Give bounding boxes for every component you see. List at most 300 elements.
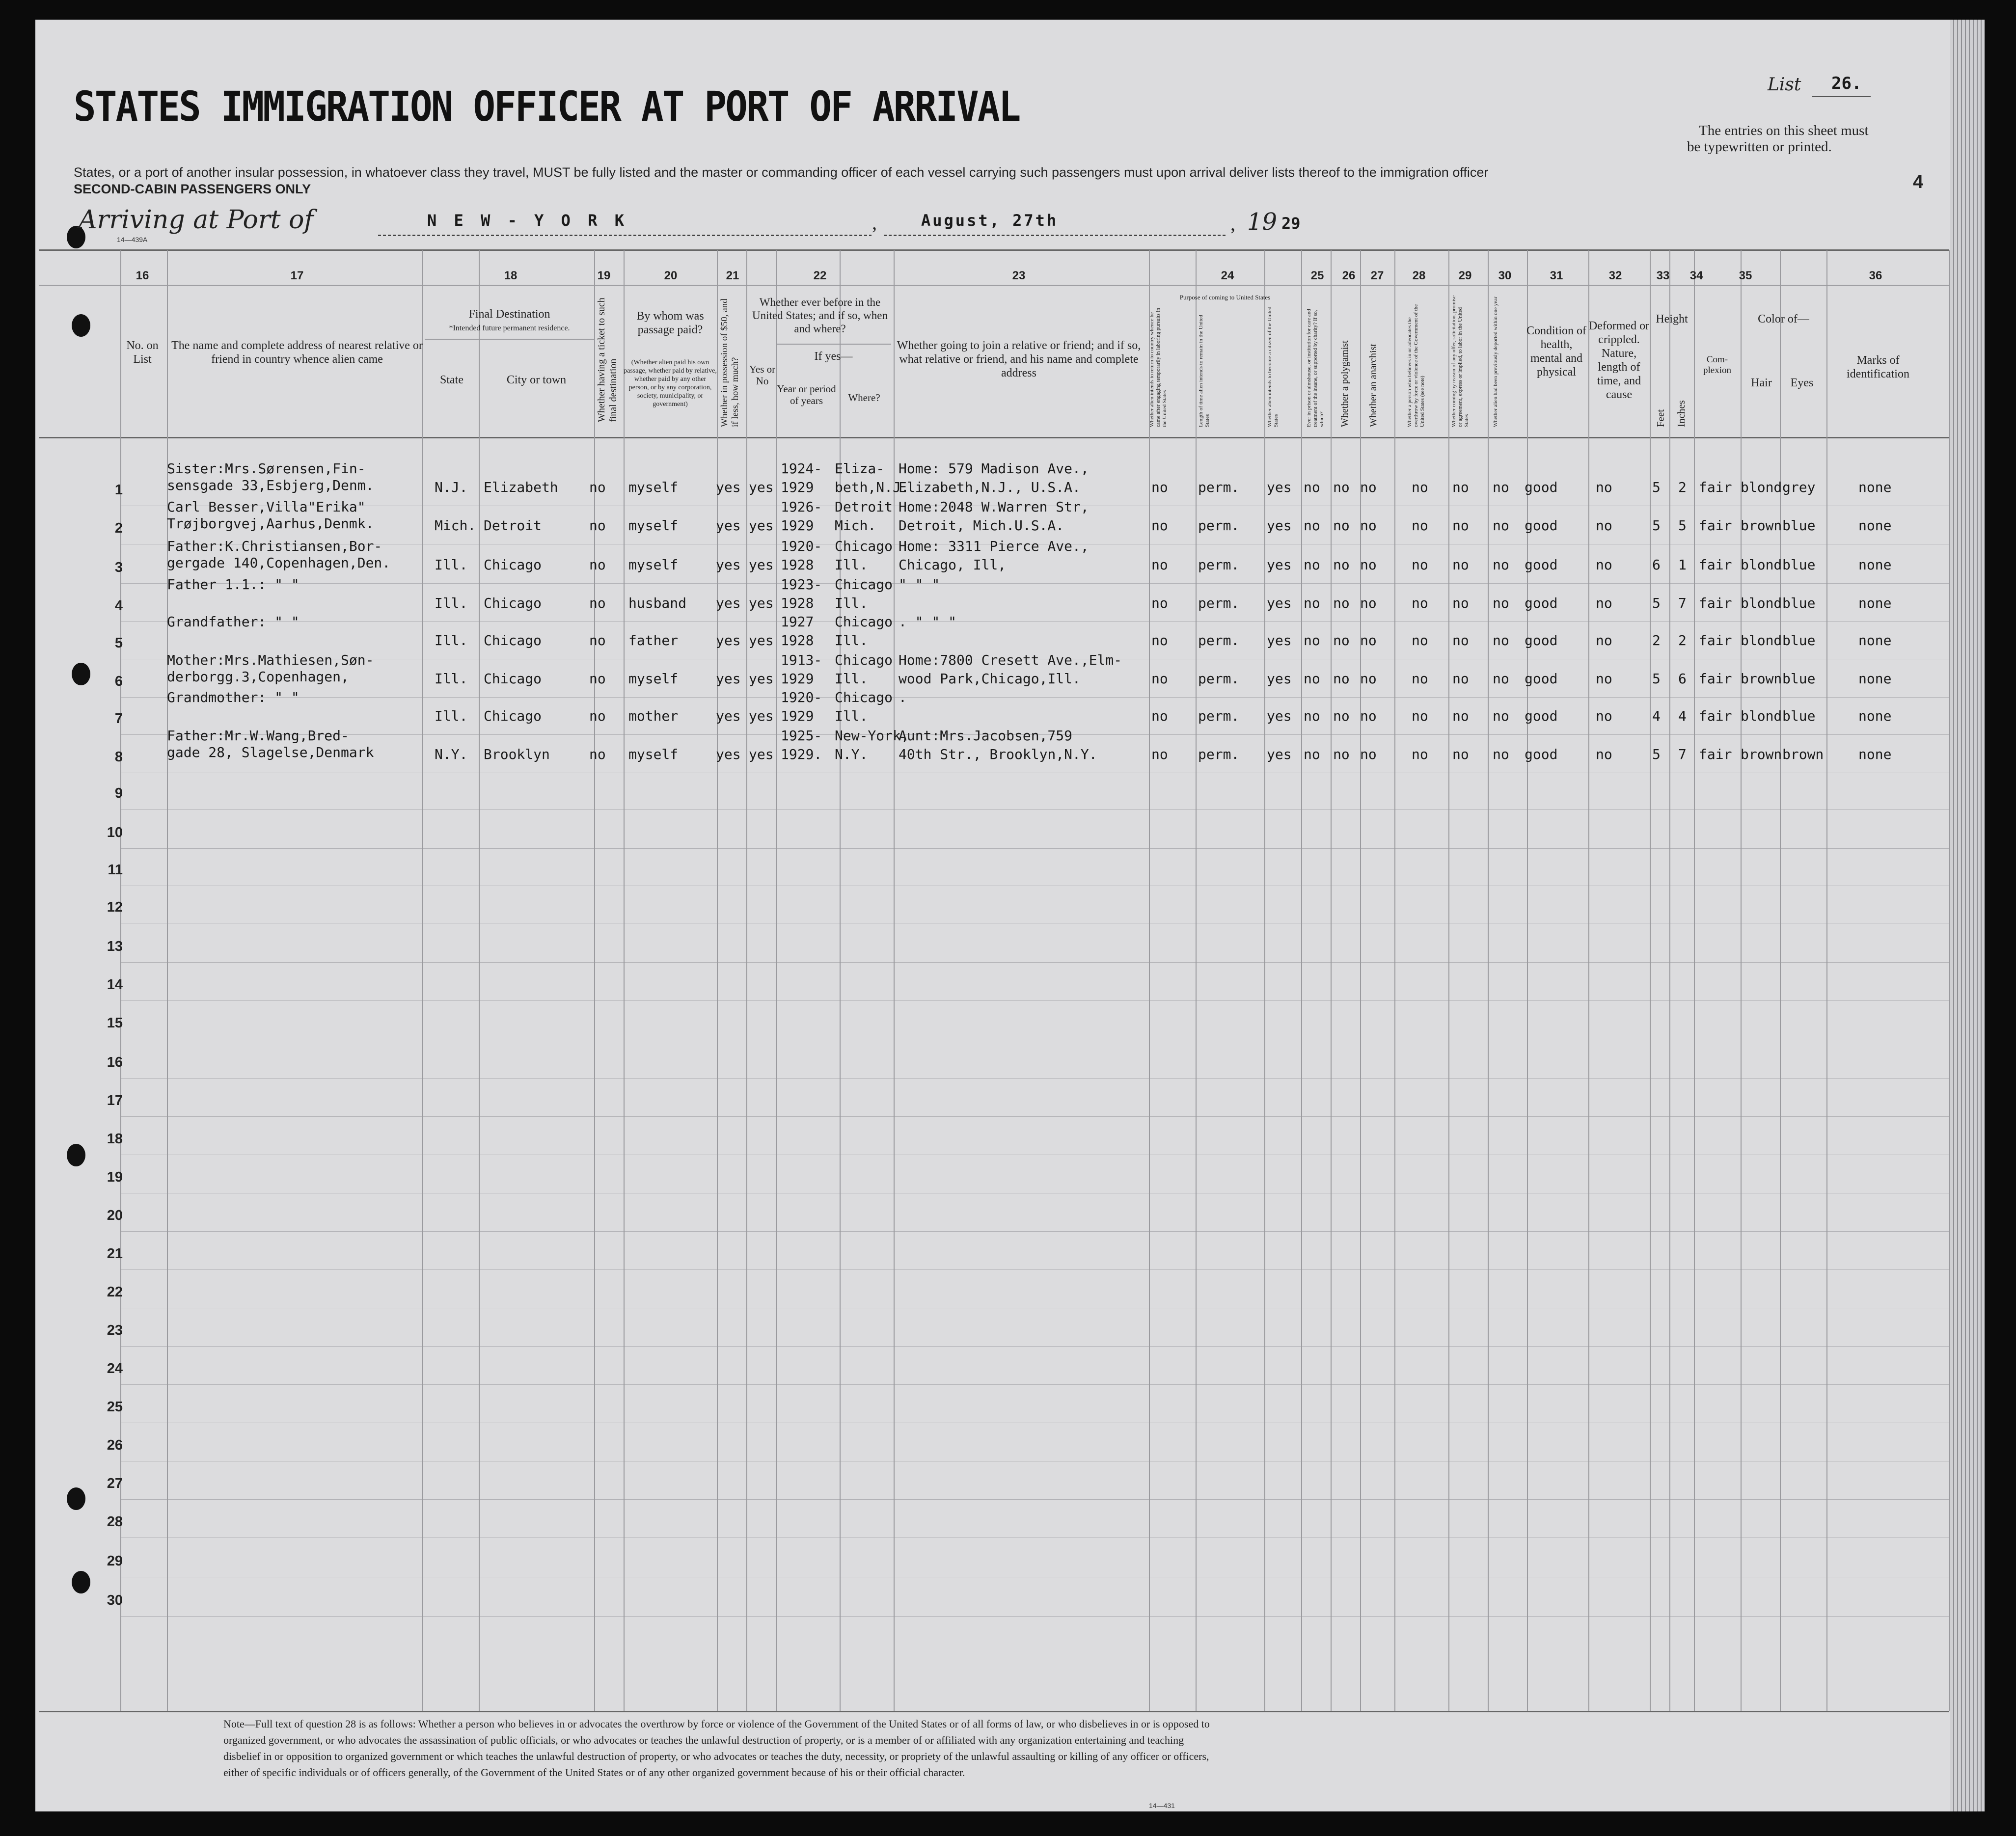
anarchist: no bbox=[1360, 517, 1377, 534]
deformed: no bbox=[1596, 632, 1612, 648]
q28: no bbox=[1412, 671, 1428, 687]
entries-note-1: The entries on this sheet must bbox=[1699, 123, 1869, 138]
row-number: 22 bbox=[107, 1284, 123, 1300]
before-year-end: 1928 bbox=[781, 595, 814, 611]
eye-color: blue bbox=[1782, 517, 1816, 534]
health: good bbox=[1525, 517, 1558, 534]
row-number: 18 bbox=[107, 1131, 123, 1147]
colnum-34: 34 bbox=[1689, 269, 1703, 282]
health: good bbox=[1525, 708, 1558, 724]
before-where-2: Ill. bbox=[835, 671, 868, 687]
passage-paid-by: myself bbox=[628, 746, 679, 762]
anarchist: no bbox=[1360, 746, 1377, 762]
footnote-form-number: 14—431 bbox=[1149, 1802, 1175, 1809]
height-feet: 5 bbox=[1652, 479, 1661, 495]
row-number: 15 bbox=[107, 1015, 123, 1031]
intends-return: no bbox=[1151, 671, 1168, 687]
row-number: 23 bbox=[107, 1323, 123, 1338]
before-yes-no: yes bbox=[749, 632, 774, 648]
destination-state: Ill. bbox=[435, 708, 468, 724]
before-year-end: 1929 bbox=[781, 671, 814, 687]
q29: no bbox=[1452, 671, 1469, 687]
header-purpose-citizen: Whether alien intends to become a citizen of the United States bbox=[1267, 306, 1279, 427]
polygamist: no bbox=[1333, 708, 1350, 724]
hair-color: blond bbox=[1741, 708, 1782, 724]
header-before-in-us: Whether ever before in the United States; and if so, when and where? bbox=[752, 296, 888, 335]
height-feet: 5 bbox=[1652, 595, 1661, 611]
ticket: no bbox=[589, 595, 606, 611]
colnum-26: 26 bbox=[1342, 269, 1356, 282]
colnum-25: 25 bbox=[1310, 269, 1324, 282]
ticket: no bbox=[589, 746, 606, 762]
year-prefix: 19 bbox=[1247, 208, 1278, 236]
hair-color: blond bbox=[1741, 557, 1782, 573]
row-number: 9 bbox=[114, 785, 123, 801]
before-where: Chicago bbox=[835, 689, 893, 705]
before-where: Chicago bbox=[835, 576, 893, 593]
destination-state: N.Y. bbox=[435, 746, 468, 762]
anarchist: no bbox=[1360, 557, 1377, 573]
intends-return: no bbox=[1151, 632, 1168, 648]
binder-hole bbox=[72, 314, 90, 337]
relative-line-1: Father 1.1.: " " bbox=[167, 576, 300, 593]
relative-line-2: derborgg.3,Copenhagen, bbox=[167, 669, 349, 685]
before-yes-no: yes bbox=[749, 557, 774, 573]
relative-line-1: Sister:Mrs.Sørensen,Fin- bbox=[167, 460, 366, 477]
row-number: 6 bbox=[114, 674, 123, 689]
header-feet: Feet bbox=[1655, 409, 1666, 427]
complexion: fair bbox=[1699, 595, 1732, 611]
height-inches: 7 bbox=[1678, 746, 1687, 762]
destination-city: Chicago bbox=[484, 557, 542, 573]
before-yes-no: yes bbox=[749, 595, 774, 611]
relative-line-1: Carl Besser,Villa"Erika" bbox=[167, 499, 366, 515]
colnum-27: 27 bbox=[1370, 269, 1384, 282]
colnum-36: 36 bbox=[1869, 269, 1882, 282]
before-year: 1913- bbox=[781, 652, 822, 668]
anarchist: no bbox=[1360, 708, 1377, 724]
row-rule bbox=[120, 809, 1949, 810]
prison: no bbox=[1304, 557, 1320, 573]
intends-return: no bbox=[1151, 517, 1168, 534]
health: good bbox=[1525, 671, 1558, 687]
before-where: Chicago bbox=[835, 614, 893, 630]
deformed: no bbox=[1596, 708, 1612, 724]
before-year-end: 1929 bbox=[781, 517, 814, 534]
intends-citizen: yes bbox=[1267, 671, 1292, 687]
column-rule bbox=[594, 250, 595, 1711]
before-year: 1923- bbox=[781, 576, 822, 593]
polygamist: no bbox=[1333, 557, 1350, 573]
relative-line-1: Father:K.Christiansen,Bor- bbox=[167, 538, 382, 554]
anarchist: no bbox=[1360, 595, 1377, 611]
before-year-end: 1929 bbox=[781, 708, 814, 724]
destination-city: Brooklyn bbox=[484, 746, 550, 762]
header-q29: Whether coming by reason of any offer, solicitation, promise or agreement, express or implied, to labor in the United States bbox=[1451, 295, 1470, 427]
colnum-18: 18 bbox=[504, 269, 518, 282]
ticket: no bbox=[589, 557, 606, 573]
height-feet: 5 bbox=[1652, 517, 1661, 534]
colnum-17: 17 bbox=[290, 269, 304, 282]
row-number: 14 bbox=[107, 977, 123, 993]
deformed: no bbox=[1596, 746, 1612, 762]
row-number: 4 bbox=[114, 598, 123, 614]
passage-paid-by: myself bbox=[628, 557, 679, 573]
join-line-2: Detroit, Mich.U.S.A. bbox=[899, 517, 1064, 534]
destination-city: Elizabeth bbox=[484, 479, 558, 495]
row-rule bbox=[120, 621, 1949, 622]
header-final-destination: Final Destination bbox=[468, 308, 550, 321]
join-line-2: Elizabeth,N.J., U.S.A. bbox=[899, 479, 1081, 495]
q28: no bbox=[1412, 746, 1428, 762]
polygamist: no bbox=[1333, 595, 1350, 611]
money: yes bbox=[716, 708, 741, 724]
join-line-2: Chicago, Ill, bbox=[899, 557, 1007, 573]
hair-color: blond bbox=[1741, 479, 1782, 495]
header-purpose: Purpose of coming to United States bbox=[1179, 294, 1271, 301]
relative-line-2: Trøjborgvej,Aarhus,Denmk. bbox=[167, 515, 374, 532]
health: good bbox=[1525, 632, 1558, 648]
row-number: 16 bbox=[107, 1054, 123, 1070]
complexion: fair bbox=[1699, 708, 1732, 724]
entries-note-2: be typewritten or printed. bbox=[1687, 139, 1832, 155]
column-rule bbox=[1669, 250, 1670, 1711]
column-rule bbox=[717, 250, 718, 1711]
passage-paid-by: father bbox=[628, 632, 679, 648]
complexion: fair bbox=[1699, 632, 1732, 648]
q30: no bbox=[1493, 517, 1509, 534]
column-rule bbox=[1780, 250, 1781, 1711]
row-rule bbox=[120, 962, 1949, 963]
header-passage-paid-note: (Whether alien paid his own passage, whether paid by relative, whether paid by any other person, or by any corporation, society, municipality, or government) bbox=[624, 359, 717, 408]
join-line-1: Aunt:Mrs.Jacobsen,759 bbox=[899, 728, 1073, 744]
before-where: Chicago bbox=[835, 538, 893, 554]
eye-color: grey bbox=[1782, 479, 1816, 495]
q30: no bbox=[1493, 479, 1509, 495]
intends-return: no bbox=[1151, 595, 1168, 611]
polygamist: no bbox=[1333, 632, 1350, 648]
class-line: SECOND-CABIN PASSENGERS ONLY bbox=[74, 182, 311, 196]
health: good bbox=[1525, 746, 1558, 762]
before-year: 1927 bbox=[781, 614, 814, 630]
colnum-28: 28 bbox=[1412, 269, 1426, 282]
ticket: no bbox=[589, 479, 606, 495]
header-bottom-rule bbox=[39, 437, 1949, 438]
before-year-end: 1928 bbox=[781, 632, 814, 648]
before-year: 1925- bbox=[781, 728, 822, 744]
q28: no bbox=[1412, 708, 1428, 724]
year-suffix: 29 bbox=[1281, 214, 1301, 233]
q29: no bbox=[1452, 595, 1469, 611]
column-rule bbox=[1394, 250, 1395, 1711]
column-rule bbox=[1588, 250, 1589, 1711]
destination-city: Chicago bbox=[484, 671, 542, 687]
column-rule bbox=[1331, 250, 1332, 1711]
header-prison: Ever in prison or almshouse, or institution for care and treatment of the insane, or supported by charity? If so, which? bbox=[1306, 309, 1325, 427]
height-inches: 4 bbox=[1678, 708, 1687, 724]
list-label: List bbox=[1768, 75, 1801, 95]
destination-state: Ill. bbox=[435, 671, 468, 687]
destination-city: Chicago bbox=[484, 595, 542, 611]
header-hair: Hair bbox=[1751, 377, 1772, 389]
row-number: 21 bbox=[107, 1246, 123, 1262]
deformed: no bbox=[1596, 517, 1612, 534]
row-number: 20 bbox=[107, 1208, 123, 1223]
polygamist: no bbox=[1333, 517, 1350, 534]
row-rule bbox=[120, 1116, 1949, 1117]
prison: no bbox=[1304, 595, 1320, 611]
before-yes-no: yes bbox=[749, 708, 774, 724]
column-rule bbox=[1949, 250, 1950, 1711]
row-number: 10 bbox=[107, 825, 123, 840]
before-yes-no: yes bbox=[749, 517, 774, 534]
ticket: no bbox=[589, 708, 606, 724]
destination-city: Chicago bbox=[484, 708, 542, 724]
row-number: 12 bbox=[107, 899, 123, 915]
deformed: no bbox=[1596, 479, 1612, 495]
intends-citizen: yes bbox=[1267, 746, 1292, 762]
before-where-2: Ill. bbox=[835, 708, 868, 724]
complexion: fair bbox=[1699, 517, 1732, 534]
column-rule bbox=[776, 250, 777, 1711]
marks: none bbox=[1858, 671, 1892, 687]
polygamist: no bbox=[1333, 746, 1350, 762]
money: yes bbox=[716, 632, 741, 648]
colnum-29: 29 bbox=[1458, 269, 1472, 282]
row-number: 8 bbox=[114, 749, 123, 765]
before-year: 1920- bbox=[781, 538, 822, 554]
before-where-2: Mich. bbox=[835, 517, 876, 534]
row-rule bbox=[120, 1384, 1949, 1385]
manifest-sheet bbox=[35, 20, 1950, 1811]
intends-citizen: yes bbox=[1267, 708, 1292, 724]
header-city: City or town bbox=[506, 374, 567, 386]
before-year-end: 1929. bbox=[781, 746, 822, 762]
intends-return: no bbox=[1151, 708, 1168, 724]
relative-line-1: Father:Mr.W.Wang,Bred- bbox=[167, 728, 349, 744]
before-where-2: Ill. bbox=[835, 557, 868, 573]
health: good bbox=[1525, 595, 1558, 611]
header-money: Whether in possession of $50, and if less, how much? bbox=[719, 298, 740, 427]
colnum-31: 31 bbox=[1550, 269, 1563, 282]
header-no-on-list: No. on List bbox=[126, 339, 159, 366]
header-if-yes: If yes— bbox=[814, 350, 853, 363]
header-final-destination-note: *Intended future permanent residence. bbox=[449, 324, 570, 332]
column-rule bbox=[1301, 250, 1302, 1711]
row-number: 5 bbox=[114, 635, 123, 651]
port-dotted-line bbox=[378, 235, 872, 236]
join-line-1: Home: 3311 Pierce Ave., bbox=[899, 538, 1089, 554]
hair-color: brown bbox=[1741, 517, 1782, 534]
height-inches: 2 bbox=[1678, 479, 1687, 495]
complexion: fair bbox=[1699, 671, 1732, 687]
q29: no bbox=[1452, 632, 1469, 648]
colnum-21: 21 bbox=[726, 269, 739, 282]
column-rule bbox=[1826, 250, 1827, 1711]
height-inches: 2 bbox=[1678, 632, 1687, 648]
hair-color: blond bbox=[1741, 595, 1782, 611]
header-eyes: Eyes bbox=[1790, 377, 1814, 389]
column-rule bbox=[1264, 250, 1265, 1711]
row-rule bbox=[120, 1000, 1949, 1001]
row-number: 25 bbox=[107, 1399, 123, 1415]
height-feet: 5 bbox=[1652, 671, 1661, 687]
marks: none bbox=[1858, 746, 1892, 762]
height-feet: 4 bbox=[1652, 708, 1661, 724]
length-of-stay: perm. bbox=[1198, 517, 1240, 534]
q29: no bbox=[1452, 708, 1469, 724]
hair-color: brown bbox=[1741, 671, 1782, 687]
list-underline bbox=[1812, 96, 1871, 97]
page-title: STATES IMMIGRATION OFFICER AT PORT OF ARRIVAL bbox=[74, 82, 1020, 131]
header-q28: Whether a person who believes in or advocates the overthrow by force or violence of the Government of the United States (see note) bbox=[1407, 304, 1425, 427]
before-where-2: beth,N.J. bbox=[835, 479, 909, 495]
column-rule bbox=[422, 250, 423, 1711]
header-complexion: Com-plexion bbox=[1703, 354, 1731, 376]
relative-line-2: sensgade 33,Esbjerg,Denm. bbox=[167, 477, 374, 493]
intends-citizen: yes bbox=[1267, 479, 1292, 495]
ticket: no bbox=[589, 632, 606, 648]
colnum-24: 24 bbox=[1221, 269, 1234, 282]
relative-line-2: gergade 140,Copenhagen,Den. bbox=[167, 555, 391, 571]
q30: no bbox=[1493, 671, 1509, 687]
row-number: 3 bbox=[114, 560, 123, 575]
q29: no bbox=[1452, 479, 1469, 495]
column-rule bbox=[1694, 250, 1695, 1711]
final-destination-rule bbox=[425, 339, 594, 340]
arrival-date: August, 27th bbox=[921, 211, 1059, 230]
header-before-yes-no: Yes or No bbox=[749, 363, 776, 387]
join-line-1: Home:2048 W.Warren Str, bbox=[899, 499, 1089, 515]
eye-color: blue bbox=[1782, 708, 1816, 724]
ticket: no bbox=[589, 517, 606, 534]
q30: no bbox=[1493, 746, 1509, 762]
eye-color: brown bbox=[1782, 746, 1824, 762]
height-inches: 7 bbox=[1678, 595, 1687, 611]
header-height: Height bbox=[1656, 313, 1688, 325]
relative-line-1: Mother:Mrs.Mathiesen,Søn- bbox=[167, 652, 374, 668]
anarchist: no bbox=[1360, 479, 1377, 495]
height-inches: 5 bbox=[1678, 517, 1687, 534]
row-rule bbox=[120, 1231, 1949, 1232]
before-where-2: Ill. bbox=[835, 632, 868, 648]
intends-citizen: yes bbox=[1267, 517, 1292, 534]
polygamist: no bbox=[1333, 479, 1350, 495]
height-inches: 1 bbox=[1678, 557, 1687, 573]
marks: none bbox=[1858, 595, 1892, 611]
colnum-20: 20 bbox=[664, 269, 678, 282]
row-number: 13 bbox=[107, 939, 123, 954]
anarchist: no bbox=[1360, 671, 1377, 687]
colnum-35: 35 bbox=[1739, 269, 1752, 282]
row-number: 30 bbox=[107, 1593, 123, 1608]
money: yes bbox=[716, 517, 741, 534]
join-line-1: " " " bbox=[899, 576, 940, 593]
prison: no bbox=[1304, 708, 1320, 724]
colnum-16: 16 bbox=[136, 269, 149, 282]
row-number: 1 bbox=[114, 482, 123, 498]
before-yes-no: yes bbox=[749, 746, 774, 762]
before-year-end: 1928 bbox=[781, 557, 814, 573]
join-line-2: wood Park,Chicago,Ill. bbox=[899, 671, 1081, 687]
row-number: 19 bbox=[107, 1169, 123, 1185]
join-line-1: . " " " bbox=[899, 614, 957, 630]
marks: none bbox=[1858, 708, 1892, 724]
row-rule bbox=[120, 1499, 1949, 1500]
eye-color: blue bbox=[1782, 632, 1816, 648]
column-rule bbox=[1650, 250, 1651, 1711]
join-line-1: Home:7800 Cresett Ave.,Elm- bbox=[899, 652, 1122, 668]
header-join-relative: Whether going to join a relative or friend; and if so, what relative or friend, and his name and complete address bbox=[897, 339, 1141, 379]
health: good bbox=[1525, 557, 1558, 573]
marks: none bbox=[1858, 632, 1892, 648]
prison: no bbox=[1304, 671, 1320, 687]
header-q30: Whether alien had been previously deported within one year bbox=[1493, 297, 1498, 427]
header-health: Condition of health, mental and physical bbox=[1526, 324, 1586, 378]
before-where: Chicago bbox=[835, 652, 893, 668]
join-line-2: 40th Str., Brooklyn,N.Y. bbox=[899, 746, 1097, 762]
before-yes-no: yes bbox=[749, 671, 774, 687]
intends-citizen: yes bbox=[1267, 632, 1292, 648]
hair-color: blond bbox=[1741, 632, 1782, 648]
colnum-30: 30 bbox=[1498, 269, 1512, 282]
column-rule bbox=[1488, 250, 1489, 1711]
passage-paid-by: mother bbox=[628, 708, 679, 724]
header-anarchist: Whether an anarchist bbox=[1368, 344, 1379, 427]
header-marks: Marks of identification bbox=[1847, 354, 1909, 380]
deformed: no bbox=[1596, 671, 1612, 687]
join-line-1: . bbox=[899, 689, 907, 705]
row-number: 26 bbox=[107, 1437, 123, 1453]
deformed: no bbox=[1596, 557, 1612, 573]
form-number: 14—439A bbox=[117, 236, 148, 243]
header-deformed: Deformed or crippled. Nature, length of time, and cause bbox=[1588, 320, 1650, 401]
ticket: no bbox=[589, 671, 606, 687]
row-rule bbox=[120, 848, 1949, 849]
intends-return: no bbox=[1151, 479, 1168, 495]
q30: no bbox=[1493, 708, 1509, 724]
q30: no bbox=[1493, 595, 1509, 611]
relative-line-1: Grandmother: " " bbox=[167, 689, 300, 705]
passage-paid-by: myself bbox=[628, 517, 679, 534]
before-where: New-York, bbox=[835, 728, 909, 744]
health: good bbox=[1525, 479, 1558, 495]
polygamist: no bbox=[1333, 671, 1350, 687]
column-rule bbox=[1741, 250, 1742, 1711]
before-where: Detroit bbox=[835, 499, 893, 515]
height-feet: 5 bbox=[1652, 746, 1661, 762]
row-rule bbox=[120, 697, 1949, 698]
column-rule bbox=[746, 250, 747, 1711]
destination-city: Chicago bbox=[484, 632, 542, 648]
before-where-2: N.Y. bbox=[835, 746, 868, 762]
anarchist: no bbox=[1360, 632, 1377, 648]
column-rule bbox=[1360, 250, 1361, 1711]
money: yes bbox=[716, 595, 741, 611]
before-yes-no: yes bbox=[749, 479, 774, 495]
before-year: 1926- bbox=[781, 499, 822, 515]
relative-line-1: Grandfather: " " bbox=[167, 614, 300, 630]
destination-state: Mich. bbox=[435, 517, 476, 534]
header-color-of: Color of— bbox=[1758, 313, 1809, 325]
height-feet: 2 bbox=[1652, 632, 1661, 648]
date-dotted-line bbox=[884, 235, 1227, 236]
header-purpose-length: Length of time alien intends to remain in the United States bbox=[1198, 315, 1210, 427]
row-rule bbox=[120, 583, 1949, 584]
marks: none bbox=[1858, 517, 1892, 534]
q28: no bbox=[1412, 557, 1428, 573]
marks: none bbox=[1858, 479, 1892, 495]
